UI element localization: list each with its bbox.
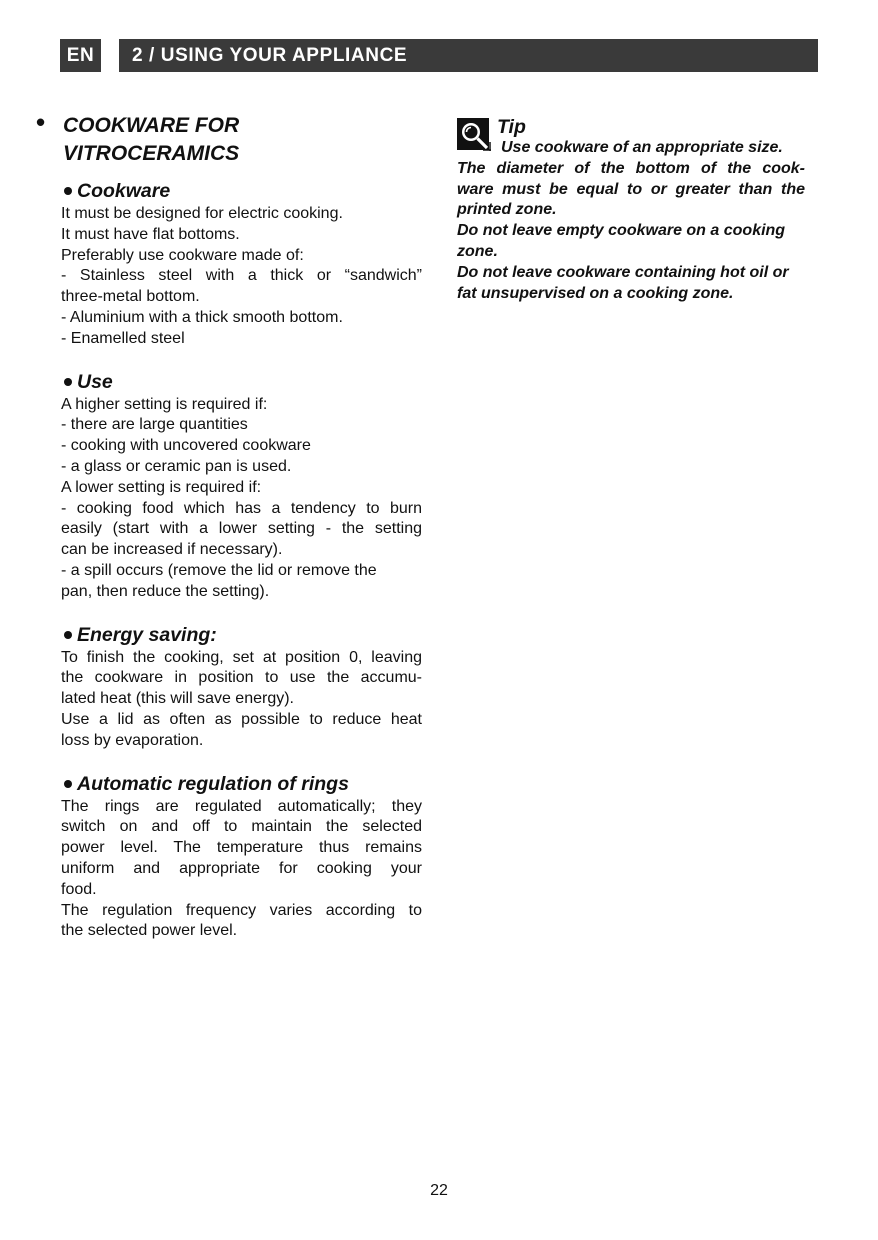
text-line: - Enamelled steel xyxy=(61,329,185,347)
bullet-dot xyxy=(64,780,72,788)
text-line: - a spill occurs (remove the lid or remove the xyxy=(61,561,377,579)
section-header: 2 / USING YOUR APPLIANCE xyxy=(119,39,818,72)
text-line: easily (start with a lower setting - the setting xyxy=(61,520,422,538)
text-line: the cookware in position to use the accumu- xyxy=(61,669,422,687)
bullet-dot xyxy=(64,187,72,195)
text-line: lated heat (this will save energy). xyxy=(61,690,294,708)
section-automatic-regulation xyxy=(61,771,422,943)
tip-line: fat unsupervised on a cooking zone. xyxy=(457,284,734,302)
tip-line: printed zone. xyxy=(457,201,557,219)
main-heading-line-2: VITROCERAMICS xyxy=(63,142,240,165)
tip-body xyxy=(457,138,805,304)
text-line: switch on and off to maintain the selected xyxy=(61,818,422,836)
text-line: A lower setting is required if: xyxy=(61,478,262,496)
text-line: power level. The temperature thus remains xyxy=(61,839,422,857)
page-number: 22 xyxy=(430,1182,448,1199)
bullet-dot xyxy=(64,631,72,639)
subheading xyxy=(64,622,422,648)
text-line: - Stainless steel with a thick or “sandwich” xyxy=(61,267,422,285)
subheading xyxy=(64,771,422,797)
text-line: - cooking with uncovered cookware xyxy=(61,437,311,455)
text-line: The rings are regulated automatically; they xyxy=(61,797,422,815)
tip-line: The diameter of the bottom of the cook- xyxy=(457,159,805,177)
text-line: - Aluminium with a thick smooth bottom. xyxy=(61,308,343,326)
text-line: A higher setting is required if: xyxy=(61,395,268,413)
bullet-dot xyxy=(64,378,72,386)
subheading-text: Cookware xyxy=(77,180,171,202)
text-line: Preferably use cookware made of: xyxy=(61,246,304,264)
tip-line: ware must be equal to or greater than the xyxy=(457,180,805,198)
text-line: food. xyxy=(61,880,97,898)
left-column xyxy=(61,178,422,961)
section-use xyxy=(61,369,422,603)
main-heading xyxy=(63,112,363,168)
text-line: The regulation frequency varies according to xyxy=(61,901,422,919)
text-line: It must have flat bottoms. xyxy=(61,225,240,243)
text-line: the selected power level. xyxy=(61,922,238,940)
text-line: can be increased if necessary). xyxy=(61,541,283,559)
main-heading-line-1: COOKWARE FOR xyxy=(63,114,240,137)
text-line: - a glass or ceramic pan is used. xyxy=(61,457,292,475)
tip-line: Do not leave empty cookware on a cooking xyxy=(457,222,786,240)
text-line: - cooking food which has a tendency to burn xyxy=(61,499,422,517)
section-cookware xyxy=(61,178,422,350)
subheading xyxy=(64,369,422,395)
subheading-text: Energy saving: xyxy=(77,623,217,646)
text-line: It must be designed for electric cooking. xyxy=(61,205,343,222)
subheading-text: Use xyxy=(77,370,113,393)
tip-line: Do not leave cookware containing hot oil or xyxy=(457,263,789,281)
text-line: pan, then reduce the setting). xyxy=(61,582,270,600)
text-line: To finish the cooking, set at position 0, leaving xyxy=(61,648,422,666)
text-line: - there are large quantities xyxy=(61,416,248,434)
text-line: loss by evaporation. xyxy=(61,731,204,749)
subheading-text: Automatic regulation of rings xyxy=(77,772,349,795)
subheading xyxy=(64,178,422,204)
language-badge: EN xyxy=(60,39,101,72)
text-line: uniform and appropriate for cooking your xyxy=(61,859,422,877)
text-line: three-metal bottom. xyxy=(61,288,200,306)
tip-title: Tip xyxy=(497,116,526,138)
main-heading-bullet: • xyxy=(36,107,46,137)
tip-line: zone. xyxy=(457,242,498,260)
text-line: Use a lid as often as possible to reduce heat xyxy=(61,710,422,728)
section-energy-saving xyxy=(61,622,422,752)
tip-line: Use cookware of an appropriate size. xyxy=(501,139,783,156)
